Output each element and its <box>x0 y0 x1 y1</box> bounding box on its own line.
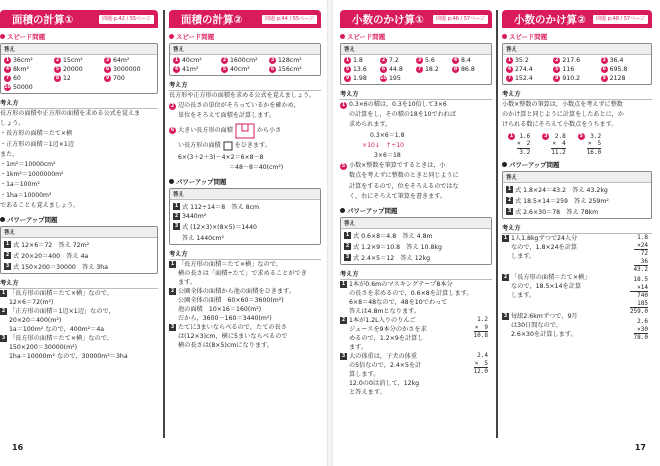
text-line: 長方形の面積や正方形の面積を求める公式を覚えま <box>0 110 141 117</box>
text-line: 1 「長方形の面積＝たて×横」なので， <box>1 290 114 298</box>
text-line: 0.3×6＝1.8 <box>370 131 405 139</box>
column-calculations <box>502 133 652 157</box>
text-line: 150×200＝30000(m²) <box>9 344 78 352</box>
text-line: 数点を考えずに整数のときと同じように <box>349 172 459 180</box>
section-title: 面積の計算② <box>181 14 243 26</box>
kangaekata-heading: 考え方 <box>340 269 492 280</box>
text-line: 6×8＝48なので，48を10でわって <box>349 299 448 307</box>
section-title-tab <box>502 10 652 28</box>
column-divider <box>496 10 498 438</box>
text-line: 1ha＝10000m² なので，30000m²＝3ha <box>9 353 128 361</box>
book-gutter <box>327 0 333 466</box>
page-reference: 問題 p.46 / 57ページ <box>433 15 488 24</box>
text-line: ジュースを9本分のかさを求 <box>349 326 427 334</box>
text-line: い長方形の面積 をひきます。 <box>169 140 321 153</box>
column-area-calc-1 <box>0 10 158 438</box>
text-line: 3×6＝18 <box>374 152 401 160</box>
text-line: く，右にそろえて筆算を書きます。 <box>349 192 446 200</box>
answer-item: 7 152.4 <box>507 75 533 82</box>
column-calculation: 18.5 ×14 740 185 259.0 <box>629 276 648 316</box>
text-line: ・1m²＝10000cm² <box>0 161 56 169</box>
section-title-tab <box>0 10 158 28</box>
text-line: 求められます。 <box>349 121 392 129</box>
text-line: けられる数にそろえて小数点をうちます。 <box>502 121 618 129</box>
column-area-calc-2 <box>169 10 321 438</box>
page-reference: 問題 p.48 / 57ページ <box>593 15 648 24</box>
answer-item: 4 274.4 <box>507 66 533 73</box>
answer-item: 1 式 112÷14＝8 答え 8cm <box>174 204 260 212</box>
powerup-answer-list <box>1 238 157 273</box>
powerup-heading: パワーアップ問題 <box>340 206 492 215</box>
column-calculation: 1.8 ×24 72 36 43.2 <box>633 234 648 274</box>
text-line: なので，18.5×14を計算 <box>511 283 582 291</box>
text-line: 2.6×30を計算します。 <box>511 331 577 339</box>
text-line: 3 大の体重は，子犬の体重 <box>341 353 418 361</box>
answer-item: 9 1.98 <box>345 75 367 82</box>
answer-item: 1 式 1.8×24＝43.2 答え 43.2kg <box>507 187 608 195</box>
explanation-block <box>340 280 492 397</box>
column-decimal-mult-2 <box>502 10 652 438</box>
text-line: だから，3600－160＝3440(m²) <box>178 315 272 323</box>
answer-label: 答え <box>170 189 320 200</box>
rectangle-figure-icon <box>235 123 255 139</box>
small-rectangle-icon <box>223 141 233 151</box>
answer-item: 8 86.8 <box>453 66 475 73</box>
answer-item: 6 44.8 <box>381 66 403 73</box>
section-title: 面積の計算① <box>12 14 74 26</box>
speed-heading: スピード問題 <box>340 32 492 41</box>
text-line: 算します。 <box>349 371 380 379</box>
page-number-left: 16 <box>12 443 24 452</box>
text-line: 3 「長方形の面積＝たて×横」なので， <box>1 335 114 343</box>
text-line: の長さを求めるので，0.6×8を計算します。 <box>349 290 473 298</box>
text-line: 3 たてに3まいならべるので，たての長さ <box>170 324 287 332</box>
answer-item: 5 13.6 <box>345 66 367 73</box>
text-line: ・1ha＝10000m² <box>0 191 52 199</box>
text-line: めるので，1.2×9を計算し <box>349 335 424 343</box>
kangaekata-heading: 考え方 <box>502 89 652 100</box>
text-line: 1 0.3×6の積は，0.3を10倍して3×6 <box>341 101 447 108</box>
kangaekata-heading: 考え方 <box>169 249 321 260</box>
text-line: 1 1本が0.6mのマスキングテープ8本分 <box>341 281 453 289</box>
answer-item: 5 116 <box>555 66 575 73</box>
answer-item: 1 40cm² <box>174 57 202 64</box>
column-decimal-mult-1 <box>340 10 492 438</box>
text-line: 計算をするので，位をそろえるのではな <box>349 182 459 190</box>
text-line: 12×6＝72(m²) <box>9 299 54 307</box>
explanation-block <box>502 234 652 342</box>
text-line: のかけ算と同じように計算をしたあとに，か <box>502 111 624 119</box>
answer-item: 9 2128 <box>602 75 626 82</box>
text-line: 答えは4.8mとなります。 <box>349 308 421 316</box>
text-line: しょう。 <box>0 120 25 128</box>
powerup-heading: パワーアップ問題 <box>502 160 652 169</box>
text-line: します。 <box>511 253 536 261</box>
page-reference: 問題 p.44 / 55ページ <box>262 15 317 24</box>
speed-answer-grid <box>170 55 320 75</box>
text-line: 2 辺の長さの単位がそろっているかを確かめ， <box>170 102 300 110</box>
text-line: 3 毎組2.6kmずつで，9月 <box>503 313 578 321</box>
calculation-item: 5 3.2 × 5 16.0 <box>579 132 602 156</box>
answer-item: 2 式 18.5×14＝259 答え 259m² <box>507 198 609 206</box>
section-title: 小数のかけ算① <box>352 14 424 26</box>
column-calculation: 2.4 × 5 12.0 <box>473 352 488 376</box>
text-line: ます。 <box>349 344 368 352</box>
speed-answer-grid <box>1 55 157 93</box>
column-calculation: 2.6 ×30 78.0 <box>633 318 648 342</box>
answer-item: 1 式 12×6＝72 答え 72m² <box>5 242 90 250</box>
bullet-icon <box>502 34 507 39</box>
answer-item: 7 60 <box>5 75 21 82</box>
calculation-item: 3 2.8 × 4 11.2 <box>544 132 566 156</box>
powerup-answer-box <box>169 188 321 245</box>
powerup-heading: パワーアップ問題 <box>169 177 321 186</box>
answer-item: 3 128cm² <box>270 57 302 64</box>
bullet-icon <box>169 34 174 39</box>
powerup-answer-box <box>0 226 158 274</box>
answer-item: 10 50000 <box>4 84 33 91</box>
bullet-icon <box>340 208 345 213</box>
answer-item: 4 41m² <box>174 66 199 73</box>
answer-item: 3 式 2.6×30＝78 答え 78km <box>507 209 599 217</box>
answer-label: 答え <box>341 44 491 55</box>
answer-item: 8 12 <box>55 75 71 82</box>
text-line: 横の長さは「面積÷たて」で求めることができ <box>178 270 307 278</box>
answer-item: 1 式 0.6×8＝4.8 答え 4.8m <box>345 233 433 241</box>
speed-heading: スピード問題 <box>0 32 158 41</box>
speed-answer-box <box>169 43 321 76</box>
answer-item: 3 式 (12×3)×(8×5)＝1440 <box>174 224 257 232</box>
kangaekata-heading: 考え方 <box>0 278 158 289</box>
speed-answer-grid <box>503 55 651 84</box>
powerup-answer-list <box>503 183 651 218</box>
answer-label: 答え <box>503 44 651 55</box>
text-line: であることも覚えましょう。 <box>0 201 80 209</box>
text-line: 20×20＝400(m²) <box>9 317 62 325</box>
speed-answer-grid <box>341 55 491 84</box>
bullet-icon <box>502 162 507 167</box>
answer-label: 答え <box>341 218 491 229</box>
powerup-answer-list <box>341 229 491 264</box>
answer-label: 答え <box>170 44 320 55</box>
text-line: 6×(3＋2＋3)－4×2＝6×8－8 <box>178 153 264 161</box>
calculation-item: 1 1.6 × 2 3.2 <box>509 132 531 156</box>
text-line: は(12×3)cm，横に5まいならべるので <box>178 333 288 341</box>
answer-item: 4 8km² <box>5 66 30 73</box>
bullet-icon <box>0 34 5 39</box>
text-line: ・1a＝100m² <box>0 181 40 189</box>
text-line: 小数×整数の筆算は，小数点を考えずに整数 <box>502 101 623 108</box>
answer-item: 3 式 2.4×5＝12 答え 12kg <box>345 255 431 263</box>
text-line: 2 1本が1.2L入りのりんご <box>341 317 416 325</box>
text-line: 2 公園全体の面積から池の面積をひきます。 <box>170 288 296 296</box>
section-title-tab <box>169 10 321 28</box>
text-line: ・1km²＝1000000m² <box>0 171 64 179</box>
text-line: 2 「正方形の面積＝1辺×1辺」なので， <box>1 308 115 316</box>
text-line: 2 「長方形の面積＝たて×横」 <box>503 274 591 282</box>
answer-label: 答え <box>1 44 157 55</box>
answer-item: 2 7.2 <box>381 57 399 64</box>
text-line: 池の面積 10×16＝160(m²) <box>178 306 262 314</box>
bullet-icon <box>340 34 345 39</box>
text-line: の5倍なので，2.4×5を計 <box>349 362 422 370</box>
text-line: 1 「長方形の面積＝たて×横」なので， <box>170 261 283 269</box>
answer-item: 6 3000000 <box>105 66 141 73</box>
answer-item: 6 695.8 <box>602 66 628 73</box>
text-line: ・正方形の面積＝1辺×1辺 <box>0 140 74 148</box>
text-line: の計算をし，その積の18を10でわれば <box>349 111 456 119</box>
answer-item: 8 910.2 <box>555 75 581 82</box>
text-line: なので，1.8×24を計算 <box>511 244 578 252</box>
powerup-answer-box <box>340 217 492 265</box>
text-line: 単位をそろえて面積を計算します。 <box>178 112 276 120</box>
text-line: します。 <box>511 292 536 300</box>
answer-label: 答え <box>1 227 157 238</box>
answer-item: 5 20000 <box>55 66 83 73</box>
speed-heading: スピード問題 <box>169 32 321 41</box>
answer-item: 2 3440m² <box>174 213 207 221</box>
text-line: 12.0の0は消して，12kg <box>349 380 420 388</box>
column-calculation: 1.2 × 9 10.8 <box>473 316 488 340</box>
text-line: 長方形や正方形の面積を求める公式を覚えましょう。 <box>169 92 316 99</box>
text-line: また， <box>0 150 19 158</box>
kangaekata-heading: 考え方 <box>502 223 652 234</box>
text-line: ×10↓ ↑÷10 <box>362 141 405 149</box>
answer-item: 答え 1440cm² <box>182 235 224 243</box>
text-line: ＝48－8＝40(cm²) <box>229 163 284 171</box>
speed-heading: スピード問題 <box>502 32 652 41</box>
speed-answer-box <box>340 43 492 85</box>
bullet-icon <box>0 217 5 222</box>
text-line: 1 1人1.8kgずつで24人分 <box>503 235 578 243</box>
powerup-answer-list <box>170 200 320 244</box>
text-line: 5 小数×整数を筆算でするときは，小 <box>341 162 446 170</box>
answer-item: 7 18.2 <box>417 66 439 73</box>
text-line: ます。 <box>178 279 197 287</box>
text-line: と答えます。 <box>349 389 386 397</box>
page-reference: 問題 p.42 / 55ページ <box>99 15 154 24</box>
answer-item: 3 式 150×200＝30000 答え 3ha <box>5 264 109 272</box>
answer-item: 9 700 <box>105 75 125 82</box>
answer-item: 1 36cm² <box>5 57 33 64</box>
answer-label: 答え <box>503 172 651 183</box>
text-line: 1a＝100m² なので，400m²＝4a <box>9 326 105 334</box>
column-divider <box>163 10 165 438</box>
text-line: 公園全体の面積 60×60＝3600(m²) <box>178 297 284 305</box>
kangaekata-heading: 考え方 <box>0 98 158 109</box>
answer-item: 2 式 1.2×9＝10.8 答え 10.8kg <box>345 244 442 252</box>
answer-item: 5 40cm² <box>222 66 250 73</box>
powerup-heading: パワーアップ問題 <box>0 215 158 224</box>
answer-item: 3 64m² <box>105 57 130 64</box>
answer-item: 1 35.2 <box>507 57 529 64</box>
answer-item: 2 15cm² <box>55 57 83 64</box>
speed-answer-box <box>502 43 652 85</box>
answer-item: 2 217.6 <box>555 57 581 64</box>
answer-item: 2 式 20×20＝400 答え 4a <box>5 253 89 261</box>
section-title: 小数のかけ算② <box>514 14 586 26</box>
kangaekata-heading: 考え方 <box>169 80 321 91</box>
text-line: 横の長さは(8×5)cmになります。 <box>178 342 273 350</box>
answer-item: 3 5.6 <box>417 57 435 64</box>
answer-item: 10 195 <box>380 75 401 82</box>
answer-item: 6 156cm² <box>270 66 302 73</box>
answer-item: 2 1600cm² <box>222 57 258 64</box>
page-number-right: 17 <box>634 443 646 452</box>
bullet-icon <box>169 179 174 184</box>
answer-item: 3 36.4 <box>602 57 624 64</box>
text-line: ・長方形の面積＝たて×横 <box>0 130 73 138</box>
text-line: 6 大きい長方形の面積 から小さ <box>169 122 321 140</box>
section-title-tab <box>340 10 492 28</box>
answer-item: 4 8.4 <box>453 57 471 64</box>
text-line: は30日間なので， <box>511 322 563 330</box>
speed-answer-box <box>0 43 158 94</box>
kangaekata-heading: 考え方 <box>340 89 492 100</box>
answer-item: 1 1.8 <box>345 57 363 64</box>
powerup-answer-box <box>502 171 652 219</box>
